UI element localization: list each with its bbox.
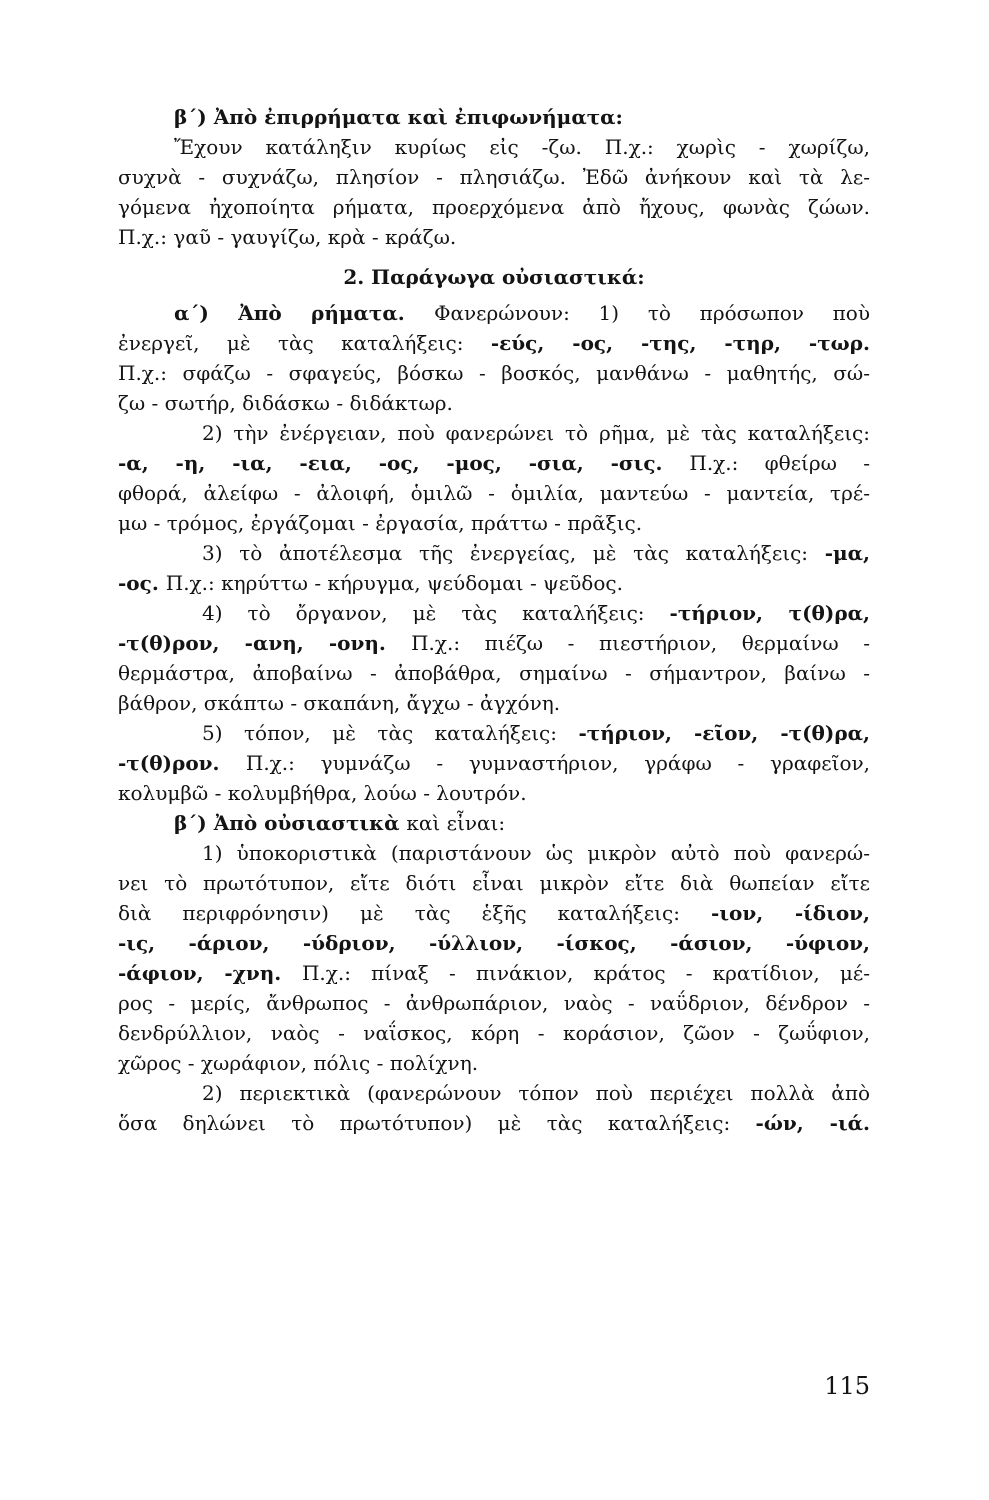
body-text: Φανερώνουν: 1) τὸ πρόσωπον ποὺ	[434, 301, 871, 325]
bold-text: α΄) Ἀπὸ ρήματα.	[174, 301, 435, 325]
bold-text: -τήριον, τ(θ)ρα,	[669, 601, 870, 625]
text-line	[118, 778, 870, 808]
body-text: ζω - σωτήρ, διδάσκω - διδάκτωρ.	[118, 391, 453, 415]
body-text: ρος - μερίς, ἄνθρωπος - ἀνθρωπάριον, ναὸς - ναΰδριον, δένδρον -	[118, 991, 870, 1015]
body-text: φθορά, ἀλείφω - ἀλοιφή, ὁμιλῶ - ὁμιλία, μαντεύω - μαντεία, τρέ-	[118, 481, 870, 505]
body-text: καὶ εἶναι:	[406, 811, 506, 835]
text-line	[118, 478, 870, 508]
text-line	[118, 1078, 870, 1108]
bold-text: -ιον, -ίδιον,	[711, 901, 871, 925]
body-text: Π.χ.: φθείρω -	[689, 451, 870, 475]
body-text: μω - τρόμος, ἐργάζομαι - ἐργασία, πράττω - πρᾶξις.	[118, 511, 643, 535]
text-line	[118, 102, 870, 132]
text-line	[118, 192, 870, 222]
body-text: Ἔχουν κατάληξιν κυρίως εἰς -ζω. Π.χ.: χωρὶς - χωρίζω,	[174, 135, 870, 159]
body-text: Π.χ.: πιέζω - πιεστήριον, θερμαίνω -	[411, 631, 870, 655]
body-text: γόμενα ἠχοποίητα ρήματα, προερχόμενα ἀπὸ ἤχους, φωνὰς ζώων.	[118, 195, 870, 219]
text-line	[118, 718, 870, 748]
bold-text: -ος.	[118, 571, 166, 595]
text-line	[118, 262, 870, 292]
text-line	[118, 1018, 870, 1048]
body-text: 3) τὸ ἀποτέλεσμα τῆς ἐνεργείας, μὲ τὰς καταλήξεις:	[202, 541, 825, 565]
text-line	[118, 508, 870, 538]
text-line	[118, 688, 870, 718]
text-line	[118, 988, 870, 1018]
body-text: 2) τὴν ἐνέργειαν, ποὺ φανερώνει τὸ ρῆμα, μὲ τὰς καταλήξεις:	[202, 421, 870, 445]
bold-text: -εύς, -ος, -της, -τηρ, -τωρ.	[490, 331, 870, 355]
text-line	[118, 418, 870, 448]
bold-text: -τ(θ)ρον.	[118, 751, 246, 775]
body-text: ὅσα δηλώνει τὸ πρωτότυπον) μὲ τὰς καταλήξεις:	[118, 1111, 756, 1135]
body-text: νει τὸ πρωτότυπον, εἴτε διότι εἶναι μικρὸν εἴτε διὰ θωπείαν εἴτε	[118, 871, 870, 895]
bold-text: -τ(θ)ρον, -ανη, -ονη.	[118, 631, 412, 655]
text-line	[118, 808, 870, 838]
text-line	[118, 388, 870, 418]
text-line	[118, 928, 870, 958]
text-line	[118, 538, 870, 568]
text-line	[118, 598, 870, 628]
text-line	[118, 448, 870, 478]
text-line	[118, 328, 870, 358]
bold-text: -τήριον, -εῖον, -τ(θ)ρα,	[578, 721, 870, 745]
text-line	[118, 358, 870, 388]
bold-text: -ις, -άριον, -ύδριον, -ύλλιον, -ίσκος, -άσιον, -ύφιον,	[118, 931, 870, 955]
bold-text: β΄) Ἀπὸ οὐσιαστικὰ	[174, 811, 407, 835]
body-text: ἐνεργεῖ, μὲ τὰς καταλήξεις:	[118, 331, 491, 355]
body-text: Π.χ.: σφάζω - σφαγεύς, βόσκω - βοσκός, μανθάνω - μαθητής, σώ-	[118, 361, 870, 385]
text-line	[118, 748, 870, 778]
text-line	[118, 222, 870, 252]
body-text: βάθρον, σκάπτω - σκαπάνη, ἄγχω - ἀγχόνη.	[118, 691, 561, 715]
text-line	[118, 868, 870, 898]
body-text: συχνὰ - συχνάζω, πλησίον - πλησιάζω. Ἐδῶ ἀνήκουν καὶ τὰ λε-	[118, 165, 870, 189]
text-line	[118, 838, 870, 868]
text-line	[118, 298, 870, 328]
text-line	[118, 162, 870, 192]
bold-text: 2. Παράγωγα οὐσιαστικά:	[343, 265, 645, 289]
text-line	[118, 132, 870, 162]
book-page-text	[118, 98, 870, 1138]
body-text: 5) τόπον, μὲ τὰς καταλήξεις:	[202, 721, 579, 745]
body-text: 4) τὸ ὄργανον, μὲ τὰς καταλήξεις:	[202, 601, 670, 625]
body-text: Π.χ.: γαῦ - γαυγίζω, κρὰ - κράζω.	[118, 225, 457, 249]
page-number: 115	[824, 1372, 870, 1400]
text-line	[118, 628, 870, 658]
text-line	[118, 1108, 870, 1138]
bold-text: β΄) Ἀπὸ ἐπιρρήματα καὶ ἐπιφωνήματα:	[174, 105, 623, 129]
bold-text: -μα,	[824, 541, 870, 565]
body-text: διὰ περιφρόνησιν) μὲ τὰς ἑξῆς καταλήξεις:	[118, 901, 712, 925]
body-text: Π.χ.: γυμνάζω - γυμναστήριον, γράφω - γραφεῖον,	[245, 751, 871, 775]
body-text: κολυμβῶ - κολυμβήθρα, λούω - λουτρόν.	[118, 781, 527, 805]
bold-text: -ών, -ιά.	[755, 1111, 870, 1135]
text-line	[118, 958, 870, 988]
text-line	[118, 1048, 870, 1078]
bold-text: -άφιον, -χνη.	[118, 961, 302, 985]
text-line	[118, 658, 870, 688]
body-text: χῶρος - χωράφιον, πόλις - πολίχνη.	[118, 1051, 479, 1075]
body-text: δενδρύλλιον, ναὸς - ναΐσκος, κόρη - κοράσιον, ζῶον - ζωΰφιον,	[118, 1021, 870, 1045]
text-line	[118, 568, 870, 598]
bold-text: -α, -η, -ια, -εια, -ος, -μος, -σια, -σις.	[118, 451, 690, 475]
text-line	[118, 898, 870, 928]
body-text: Π.χ.: κηρύττω - κήρυγμα, ψεύδομαι - ψεῦδος.	[165, 571, 623, 595]
body-text: Π.χ.: πίναξ - πινάκιον, κράτος - κρατίδιον, μέ-	[301, 961, 871, 985]
body-text: 1) ὑποκοριστικὰ (παριστάνουν ὡς μικρὸν αὐτὸ ποὺ φανερώ-	[202, 841, 870, 865]
body-text: θερμάστρα, ἀποβαίνω - ἀποβάθρα, σημαίνω - σήμαντρον, βαίνω -	[118, 661, 870, 685]
body-text: 2) περιεκτικὰ (φανερώνουν τόπον ποὺ περιέχει πολλὰ ἀπὸ	[202, 1081, 870, 1105]
